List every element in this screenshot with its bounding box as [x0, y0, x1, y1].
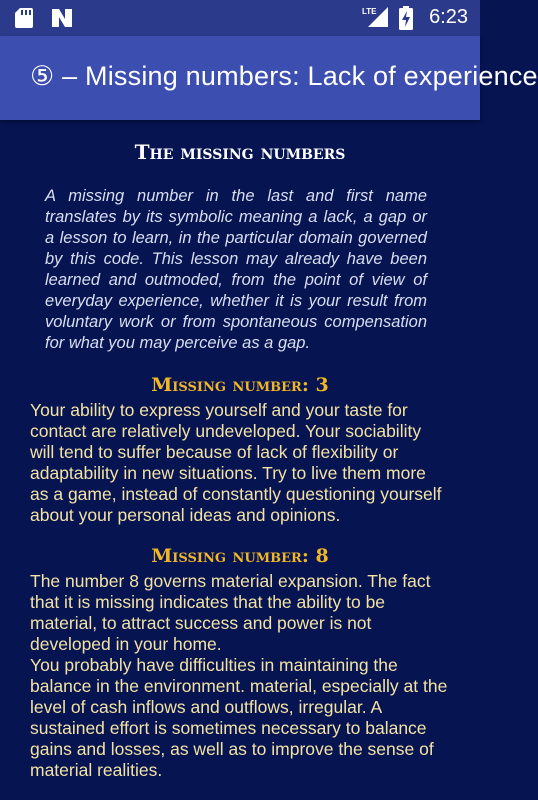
section-paragraph: The number 8 governs material expansion. The fact that it is missing indicates that the ability to be material, to attract success and power is not developed in your home.: [30, 571, 431, 654]
sd-card-icon: [14, 7, 34, 29]
section-heading-missing-8: Missing number: 8: [151, 545, 329, 567]
section-heading-missing-3: Missing number: 3: [151, 374, 329, 396]
section-body-missing-3: [30, 400, 448, 526]
section-body-missing-8: [30, 571, 448, 781]
signal-lte-icon: [362, 5, 390, 33]
content-scroll-area[interactable]: [0, 120, 480, 800]
main-heading: The missing numbers: [134, 140, 346, 164]
page-title: ⑤ – Missing numbers: Lack of experience: [30, 61, 538, 91]
section-paragraph: You probably have difficulties in maintaining the balance in the environment. material, especially at the level of cash inflows and outflows, irregular. A sustained effort is sometimes necessary to balance gains and losses, as well as to improve the sense of material realities.: [30, 655, 448, 780]
app-bar: [0, 36, 538, 120]
intro-paragraph: A missing number in the last and first name translates by its symbolic meaning a lack, a gap or a lesson to learn, in the particular domain governed by this code. This lesson may already have been learned and outmoded, from the point of view of everyday experience, whether it is your result from voluntary work or from spontaneous compensation for what you may perceive as a gap.: [45, 187, 427, 352]
clock-time: 6:23: [429, 6, 468, 28]
n-app-icon: [50, 7, 74, 29]
battery-charging-icon: [398, 6, 414, 30]
network-label: LTE: [362, 7, 377, 16]
status-bar: [0, 0, 480, 36]
section-paragraph: Your ability to express yourself and your taste for contact are relatively undeveloped. Your sociability will tend to suffer because of lack of flexibility or adaptability in new situations. Try to live them more as a game, instead of constantly questioning yourself about your personal ideas and opinions.: [30, 400, 442, 525]
